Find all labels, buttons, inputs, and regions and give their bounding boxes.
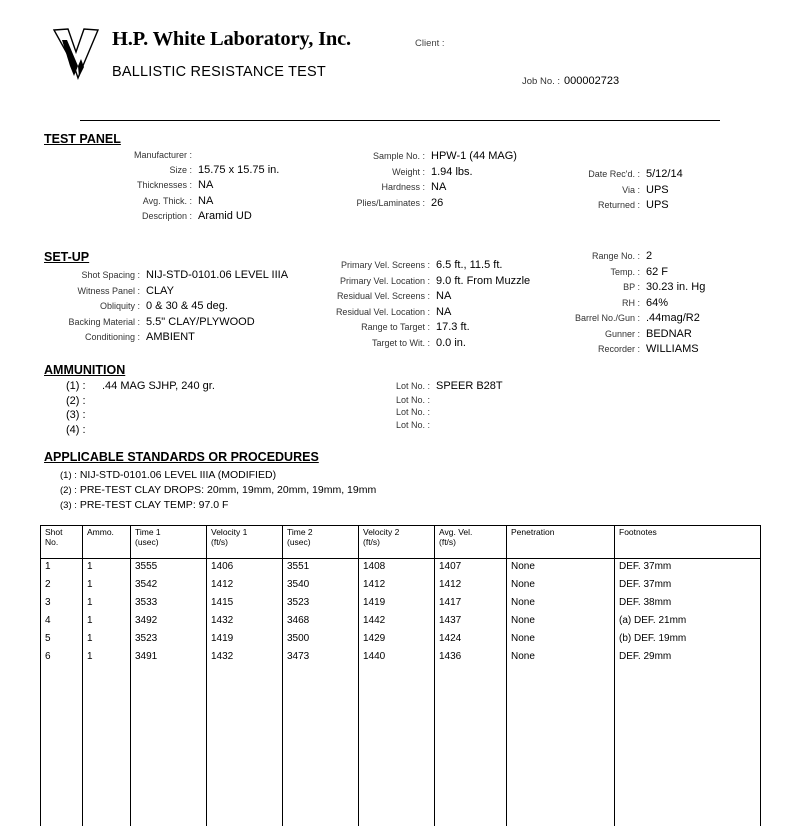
client-label: Client : — [415, 38, 445, 49]
field-hardness — [300, 181, 550, 193]
cell-empty — [41, 667, 83, 826]
header-line-1: Footnotes — [619, 527, 657, 537]
column-header-ammo — [83, 526, 131, 559]
ammo-lot-1 — [340, 380, 640, 392]
cell-velocity-2: 1408 — [359, 559, 435, 578]
column-header-velocity-1 — [207, 526, 283, 559]
lot-value: SPEER B28T — [436, 380, 503, 392]
cell-empty — [131, 667, 207, 826]
cell-time-2: 3540 — [283, 577, 359, 595]
cell-velocity-1: 1432 — [207, 613, 283, 631]
standard-text: NIJ-STD-0101.06 LEVEL IIIA (MODIFIED) — [79, 469, 277, 481]
field-range-no — [540, 250, 740, 262]
field-label: Avg. Thick. : — [142, 195, 192, 206]
field-label: Residual Vel. Location : — [335, 306, 430, 317]
cell-footnotes: DEF. 38mm — [615, 595, 761, 613]
job-number-label: Job No. : — [522, 76, 561, 87]
table-row — [41, 559, 761, 578]
field-rh — [540, 297, 740, 309]
field-range-to-target — [285, 321, 535, 333]
header-line-2: (ft/s) — [211, 536, 228, 547]
field-primary-vel-screens — [285, 259, 535, 271]
cell-shot-no: 3 — [41, 595, 83, 613]
field-label: Primary Vel. Location : — [339, 275, 430, 286]
table-row — [41, 631, 761, 649]
table-row — [41, 595, 761, 613]
lot-label: Lot No. : — [395, 394, 430, 405]
field-value: 9.0 ft. From Muzzle — [436, 274, 531, 287]
cell-ammo: 1 — [83, 613, 131, 631]
report-page — [0, 22, 800, 822]
cell-time-2: 3523 — [283, 595, 359, 613]
field-label: Via : — [622, 184, 640, 195]
cell-time-2: 3473 — [283, 649, 359, 667]
cell-velocity-2: 1440 — [359, 649, 435, 667]
header-line-1: Velocity 1 — [211, 527, 248, 537]
field-value: CLAY — [146, 284, 174, 297]
ammo-index: (4) : — [66, 423, 86, 436]
field-value: 5/12/14 — [646, 168, 683, 180]
standard-item-3 — [60, 499, 660, 511]
field-value: 64% — [646, 296, 669, 309]
field-label: Temp. : — [610, 266, 640, 277]
cell-velocity-1: 1412 — [207, 577, 283, 595]
standard-item-1 — [60, 469, 660, 481]
cell-footnotes: DEF. 37mm — [615, 577, 761, 595]
section-title-setup: SET-UP — [44, 250, 90, 264]
hp-white-logo-icon — [48, 26, 104, 82]
cell-time-1: 3533 — [131, 595, 207, 613]
lot-label: Lot No. : — [395, 381, 430, 391]
standard-index: (1) : — [60, 470, 77, 481]
field-value: 26 — [431, 196, 444, 209]
ammo-lot-2 — [340, 395, 640, 405]
cell-velocity-1: 1415 — [207, 595, 283, 613]
job-number-value: 000002723 — [564, 75, 620, 87]
field-temp — [540, 266, 740, 278]
field-label: Conditioning : — [84, 332, 140, 342]
field-label: Primary Vel. Screens : — [340, 260, 430, 270]
cell-ammo: 1 — [83, 577, 131, 595]
field-value: NA — [436, 305, 452, 318]
job-number-field — [522, 75, 619, 87]
field-value: UPS — [646, 183, 669, 196]
cell-velocity-2: 1429 — [359, 631, 435, 649]
field-label: Witness Panel : — [77, 285, 140, 296]
cell-penetration: None — [507, 559, 615, 578]
cell-penetration: None — [507, 577, 615, 595]
table-row — [41, 649, 761, 667]
cell-shot-no: 2 — [41, 577, 83, 595]
cell-time-1: 3555 — [131, 559, 207, 578]
cell-ammo: 1 — [83, 631, 131, 649]
column-header-time-2 — [283, 526, 359, 559]
field-label: Residual Vel. Screens : — [336, 291, 430, 301]
cell-velocity-2: 1412 — [359, 577, 435, 595]
cell-ammo: 1 — [83, 649, 131, 667]
header-line-2: (usec) — [287, 536, 311, 547]
field-value: NA — [198, 194, 214, 207]
cell-empty — [435, 667, 507, 826]
field-label: Target to Wit. : — [371, 337, 430, 348]
field-label: Range to Target : — [361, 322, 430, 332]
field-label: Thicknesses : — [136, 180, 192, 190]
cell-avg-vel: 1437 — [435, 613, 507, 631]
field-residual-vel-location — [285, 306, 535, 318]
standards-items — [60, 469, 660, 514]
header-line-1: Velocity 2 — [363, 527, 400, 537]
header-line-2: (ft/s) — [439, 536, 456, 547]
field-value: 0.0 in. — [436, 336, 466, 349]
field-value: 62 F — [646, 265, 669, 278]
cell-shot-no: 6 — [41, 649, 83, 667]
section-title-standards: APPLICABLE STANDARDS OR PROCEDURES — [44, 450, 319, 464]
header-line-2: (usec) — [135, 536, 159, 547]
table-header-row — [41, 526, 761, 559]
field-value: 6.5 ft., 11.5 ft. — [436, 259, 503, 271]
field-label: Manufacturer : — [133, 150, 192, 160]
field-via — [545, 184, 745, 196]
cell-time-2: 3551 — [283, 559, 359, 578]
field-value: UPS — [646, 199, 669, 211]
cell-time-1: 3491 — [131, 649, 207, 667]
field-value: NIJ-STD-0101.06 LEVEL IIIA — [146, 269, 289, 281]
ammo-index: (2) : — [66, 394, 86, 407]
ammo-lot-4 — [340, 420, 640, 430]
header-line-1: Avg. Vel. — [439, 527, 473, 537]
cell-empty — [207, 667, 283, 826]
field-date-recd — [545, 168, 745, 180]
field-label: Hardness : — [381, 182, 425, 192]
cell-empty — [507, 667, 615, 826]
table-row — [41, 613, 761, 631]
standard-index: (2) : — [60, 485, 77, 496]
cell-footnotes: DEF. 29mm — [615, 649, 761, 667]
field-target-to-wit — [285, 337, 535, 349]
field-label: BP : — [623, 282, 640, 292]
cell-footnotes: DEF. 37mm — [615, 559, 761, 578]
column-header-time-1 — [131, 526, 207, 559]
ammo-index: (3) : — [66, 409, 86, 421]
cell-velocity-1: 1432 — [207, 649, 283, 667]
laboratory-name: H.P. White Laboratory, Inc. — [112, 28, 351, 50]
field-barrel-no-gun — [540, 312, 740, 324]
header-divider — [80, 120, 720, 121]
field-returned — [545, 199, 745, 211]
section-title-test-panel: TEST PANEL — [44, 132, 121, 146]
cell-shot-no: 1 — [41, 559, 83, 578]
ammo-value: .44 MAG SJHP, 240 gr. — [102, 380, 215, 392]
field-label: Range No. : — [591, 251, 640, 261]
field-value: 17.3 ft. — [436, 321, 470, 333]
cell-time-1: 3492 — [131, 613, 207, 631]
standard-text: PRE-TEST CLAY DROPS: 20mm, 19mm, 20mm, 19mm, 19mm — [79, 484, 377, 496]
cell-velocity-1: 1419 — [207, 631, 283, 649]
cell-footnotes: (b) DEF. 19mm — [615, 631, 761, 649]
cell-ammo: 1 — [83, 595, 131, 613]
field-label: Gunner : — [604, 328, 640, 339]
table-empty-rows — [41, 667, 761, 826]
field-value: NA — [431, 181, 447, 193]
field-value: AMBIENT — [146, 331, 195, 343]
setup-middle-column — [285, 259, 535, 352]
header-line-1: Shot — [45, 527, 63, 537]
field-plies-laminates — [300, 197, 550, 209]
cell-empty — [283, 667, 359, 826]
field-value: WILLIAMS — [646, 343, 699, 355]
field-bp — [540, 281, 740, 293]
cell-velocity-2: 1442 — [359, 613, 435, 631]
cell-empty — [359, 667, 435, 826]
field-label: Returned : — [597, 200, 640, 210]
ammunition-lots — [340, 380, 640, 432]
cell-velocity-2: 1419 — [359, 595, 435, 613]
header-line-2: (ft/s) — [363, 536, 380, 547]
report-header — [40, 22, 760, 92]
field-value: 30.23 in. Hg — [646, 281, 706, 293]
field-value: 5.5" CLAY/PLYWOOD — [146, 315, 255, 328]
field-value: 0 & 30 & 45 deg. — [146, 300, 228, 312]
cell-time-1: 3523 — [131, 631, 207, 649]
field-sample-no — [300, 150, 550, 162]
report-title: BALLISTIC RESISTANCE TEST — [112, 64, 326, 80]
field-label: Weight : — [392, 166, 425, 177]
test-panel-right-column — [545, 168, 745, 215]
lot-label: Lot No. : — [395, 419, 430, 430]
header-line-1: Time 1 — [135, 527, 161, 537]
standard-item-2 — [60, 484, 660, 496]
field-value: HPW-1 (44 MAG) — [431, 150, 517, 162]
cell-avg-vel: 1412 — [435, 577, 507, 595]
ammo-lot-3 — [340, 407, 640, 417]
field-label: Date Rec'd. : — [588, 169, 640, 179]
header-line-2: No. — [45, 536, 59, 547]
header-line-1: Ammo. — [87, 527, 114, 537]
cell-shot-no: 4 — [41, 613, 83, 631]
cell-empty — [83, 667, 131, 826]
field-gunner — [540, 328, 740, 340]
cell-avg-vel: 1424 — [435, 631, 507, 649]
cell-penetration: None — [507, 631, 615, 649]
column-header-shot-no — [41, 526, 83, 559]
cell-avg-vel: 1436 — [435, 649, 507, 667]
column-header-avg-vel — [435, 526, 507, 559]
column-header-footnotes — [615, 526, 761, 559]
field-label: Plies/Laminates : — [356, 197, 425, 208]
cell-time-1: 3542 — [131, 577, 207, 595]
field-label: RH : — [622, 297, 640, 308]
field-residual-vel-screens — [285, 290, 535, 302]
field-label: Size : — [169, 164, 192, 175]
column-header-penetration — [507, 526, 615, 559]
cell-penetration: None — [507, 595, 615, 613]
table-row — [41, 577, 761, 595]
cell-avg-vel: 1407 — [435, 559, 507, 578]
field-value: BEDNAR — [646, 327, 692, 340]
cell-shot-no: 5 — [41, 631, 83, 649]
section-title-ammunition: AMMUNITION — [44, 363, 126, 377]
cell-penetration: None — [507, 613, 615, 631]
lot-label: Lot No. : — [395, 407, 430, 417]
standard-text: PRE-TEST CLAY TEMP: 97.0 F — [79, 499, 229, 511]
setup-right-column — [540, 250, 740, 359]
cell-avg-vel: 1417 — [435, 595, 507, 613]
cell-ammo: 1 — [83, 559, 131, 578]
header-line-1: Time 2 — [287, 527, 313, 537]
field-label: Description : — [141, 211, 192, 221]
header-line-1: Penetration — [511, 527, 555, 537]
field-value: 15.75 x 15.75 in. — [198, 163, 280, 176]
ammo-index: (1) : — [66, 380, 86, 392]
results-table — [40, 525, 761, 826]
cell-penetration: None — [507, 649, 615, 667]
cell-empty — [615, 667, 761, 826]
field-label: Barrel No./Gun : — [574, 313, 640, 323]
field-value: 1.94 lbs. — [431, 165, 473, 178]
cell-footnotes: (a) DEF. 21mm — [615, 613, 761, 631]
field-value: Aramid UD — [198, 210, 252, 222]
field-label: Obliquity : — [99, 301, 140, 311]
field-value: .44mag/R2 — [646, 312, 700, 324]
field-label: Sample No. : — [372, 151, 425, 161]
cell-time-2: 3468 — [283, 613, 359, 631]
field-recorder — [540, 343, 740, 355]
field-value: NA — [436, 290, 452, 302]
field-weight — [300, 166, 550, 178]
field-value: NA — [198, 179, 214, 191]
cell-velocity-1: 1406 — [207, 559, 283, 578]
cell-time-2: 3500 — [283, 631, 359, 649]
field-value: 2 — [646, 250, 653, 262]
column-header-velocity-2 — [359, 526, 435, 559]
standard-index: (3) : — [60, 500, 77, 511]
field-label: Recorder : — [597, 344, 640, 354]
field-label: Backing Material : — [68, 316, 140, 327]
field-label: Shot Spacing : — [81, 270, 140, 280]
test-panel-middle-column — [300, 150, 550, 212]
field-primary-vel-location — [285, 275, 535, 287]
